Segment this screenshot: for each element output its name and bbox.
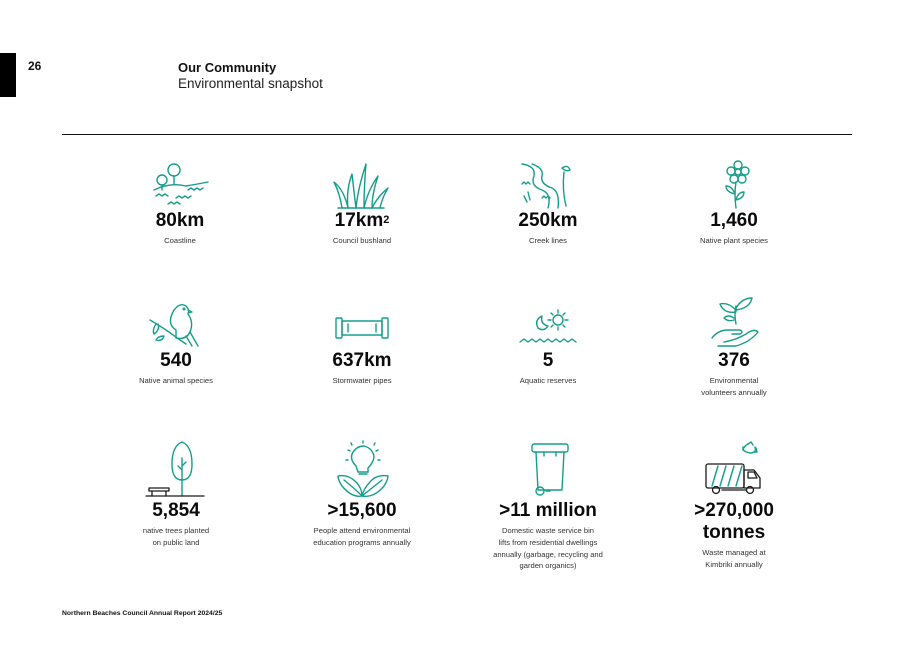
stat-label: Domestic waste service bin lifts from residential dwellings annually (garbage, recycling and garden organics) — [493, 526, 603, 571]
stat-volunteers — [644, 296, 824, 399]
stat-label: People attend environmental education programs annually — [313, 526, 411, 547]
footer-report-title: Northern Beaches Council Annual Report 2024/25 — [62, 610, 223, 617]
pipe-icon — [332, 300, 392, 350]
stat-stormwater-pipes — [272, 300, 452, 387]
aquatic-reserve-icon — [518, 300, 578, 350]
stat-coastline — [90, 160, 270, 247]
page-title: Our Community — [178, 60, 277, 75]
stat-value: 250km — [518, 210, 578, 231]
stat-value: 5,854 — [152, 500, 200, 521]
stat-label: native trees planted on public land — [142, 526, 210, 547]
garbage-truck-icon — [704, 440, 764, 500]
stat-value: 80km — [155, 210, 205, 231]
stat-label: Council bushland — [332, 236, 392, 245]
stat-value: $17km^2$ — [334, 210, 390, 231]
stat-bushland — [272, 160, 452, 247]
stat-value: 1,460 — [710, 210, 758, 231]
stat-label: Stormwater pipes — [332, 376, 392, 385]
stat-label: Coastline — [164, 236, 196, 245]
wheelie-bin-icon — [518, 440, 578, 500]
creek-icon — [518, 160, 578, 210]
stat-label: Aquatic reserves — [519, 376, 577, 385]
tree-bench-icon — [146, 440, 206, 500]
stat-value: 637km — [332, 350, 392, 371]
stat-trees-planted — [86, 440, 266, 549]
stat-aquatic-reserves — [458, 300, 638, 387]
stat-education — [272, 440, 452, 549]
stat-label: Creek lines — [529, 236, 567, 245]
stat-plant-species — [644, 160, 824, 247]
stat-value: >270,000 tonnes — [694, 500, 774, 543]
stat-animal-species — [86, 300, 266, 387]
stat-value: 540 — [160, 350, 192, 371]
coastline-icon — [150, 160, 210, 210]
page-subtitle: Environmental snapshot — [178, 76, 323, 91]
bird-icon — [146, 300, 206, 350]
page-tab-marker — [0, 53, 16, 97]
stat-label: Environmental volunteers annually — [701, 376, 767, 397]
flower-icon — [704, 160, 764, 210]
stat-value: >15,600 — [327, 500, 397, 521]
page-number: 26 — [28, 59, 42, 73]
stat-value: 5 — [542, 350, 554, 371]
stat-waste-managed — [644, 440, 824, 571]
stat-creek-lines — [458, 160, 638, 247]
stat-label: Native plant species — [700, 236, 768, 245]
stat-label: Native animal species — [139, 376, 213, 385]
stat-bin-lifts — [458, 440, 638, 572]
seedling-hand-icon — [704, 296, 764, 350]
stat-value: >11 million — [499, 500, 597, 521]
bushland-icon — [332, 160, 392, 210]
divider — [62, 134, 852, 135]
stat-label: Waste managed at Kimbriki annually — [702, 548, 766, 569]
stat-value: 376 — [718, 350, 750, 371]
lightbulb-leaves-icon — [332, 440, 392, 500]
